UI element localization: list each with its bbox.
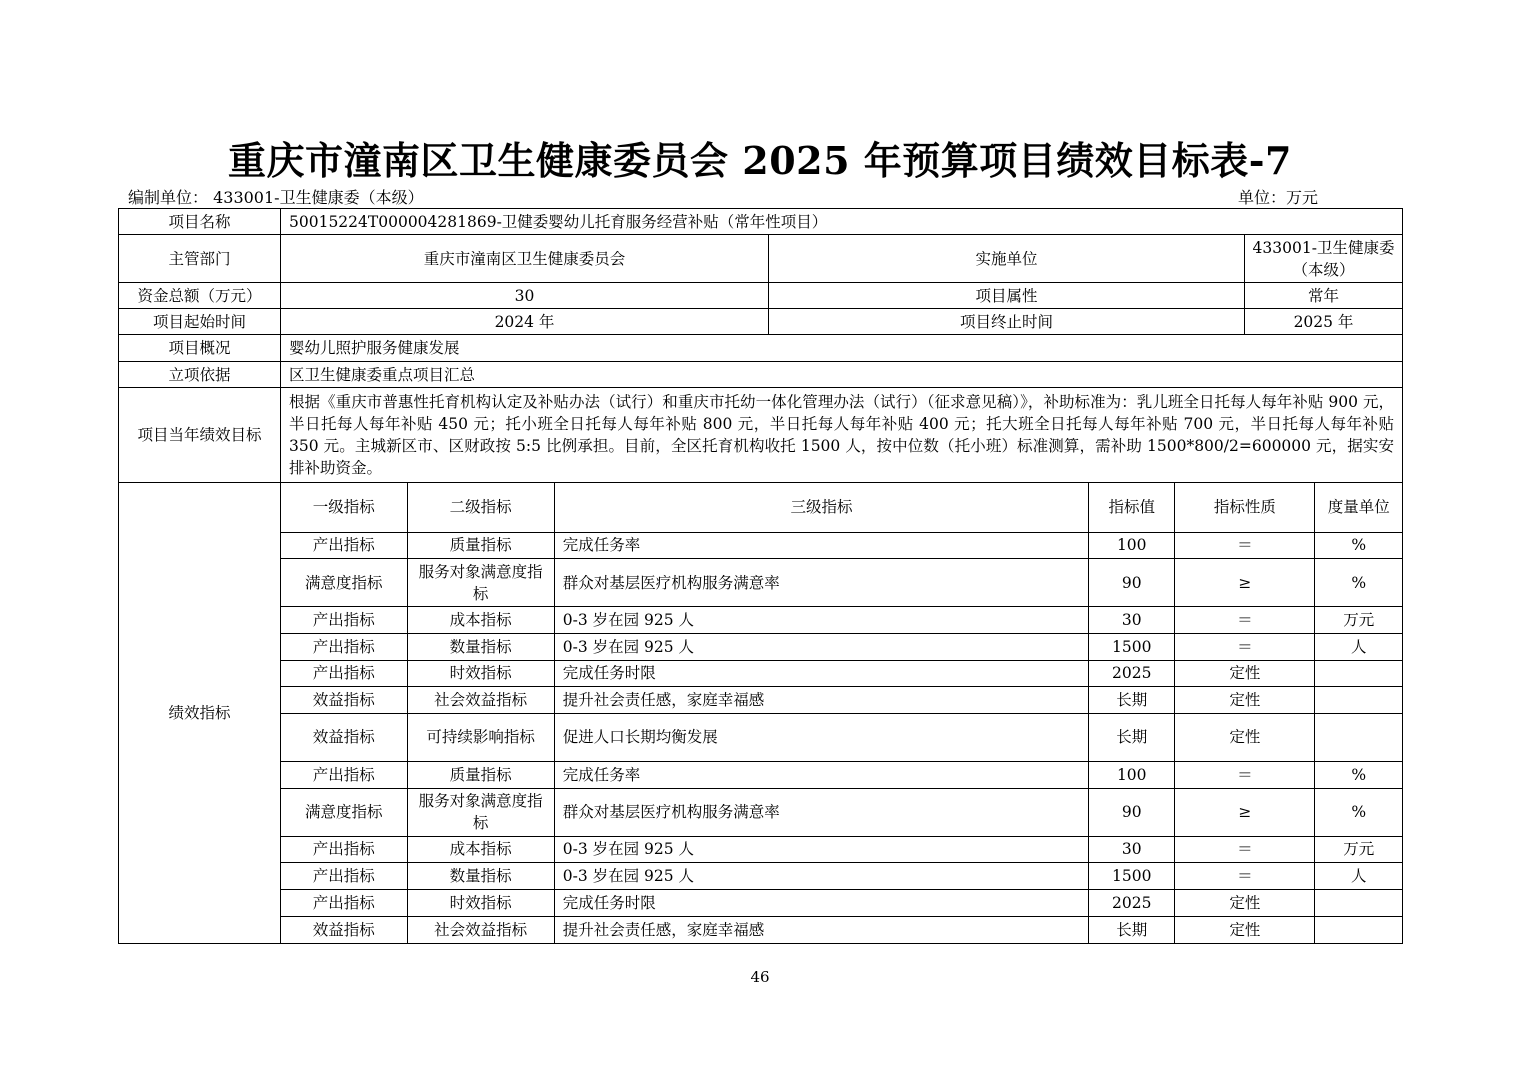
- level3-cell: 促进人口长期均衡发展: [554, 713, 1088, 761]
- nature-cell: ＝: [1175, 633, 1315, 660]
- unit-cell: %: [1315, 532, 1402, 559]
- indicator-row: [281, 713, 1402, 761]
- overview-label: 项目概况: [119, 335, 281, 362]
- value-cell: 长期: [1089, 916, 1175, 943]
- unit-cell: [1315, 713, 1402, 761]
- unit-cell: %: [1315, 559, 1402, 607]
- value-cell: 90: [1089, 788, 1175, 836]
- level2-cell: 服务对象满意度指标: [407, 788, 554, 836]
- level3-cell: 提升社会责任感，家庭幸福感: [554, 687, 1088, 714]
- level1-cell: 满意度指标: [281, 559, 407, 607]
- level2-cell: 时效指标: [407, 890, 554, 917]
- attr-label: 项目属性: [769, 283, 1245, 309]
- level1-cell: 效益指标: [281, 687, 407, 714]
- indicator-header-1: 一级指标: [281, 483, 407, 532]
- value-cell: 90: [1089, 559, 1175, 607]
- indicator-row: [281, 687, 1402, 714]
- unit-label: 单位：万元: [1238, 188, 1319, 207]
- page-number: 46: [750, 968, 770, 986]
- level2-cell: 可持续影响指标: [407, 713, 554, 761]
- level1-cell: 产出指标: [281, 633, 407, 660]
- indicator-row: [281, 559, 1402, 607]
- value-cell: 30: [1089, 607, 1175, 634]
- nature-cell: ≥: [1175, 788, 1315, 836]
- indicator-header-4: 指标值: [1089, 483, 1175, 532]
- level2-cell: 数量指标: [407, 863, 554, 890]
- level3-cell: 群众对基层医疗机构服务满意率: [554, 788, 1088, 836]
- unit-cell: 万元: [1315, 836, 1402, 863]
- prepared-by: 编制单位： 433001-卫生健康委（本级）: [128, 188, 424, 207]
- indicator-row: [281, 761, 1402, 788]
- indicator-row: [281, 863, 1402, 890]
- level3-cell: 0-3 岁在园 925 人: [554, 607, 1088, 634]
- basis-value: 区卫生健康委重点项目汇总: [281, 362, 1403, 388]
- level1-cell: 效益指标: [312, 920, 375, 939]
- unit-cell: %: [1315, 761, 1402, 788]
- indicator-row: [281, 788, 1402, 836]
- goal-label: 项目当年绩效目标: [119, 388, 281, 483]
- unit-cell: 万元: [1315, 607, 1402, 634]
- page-title: 重庆市潼南区卫生健康委员会 2025 年预算项目绩效目标表-7: [228, 138, 1292, 183]
- indicator-row: [281, 633, 1402, 660]
- level2-cell: 时效指标: [407, 660, 554, 687]
- level1-cell: 产出指标: [281, 890, 407, 917]
- nature-cell: 定性: [1175, 660, 1315, 687]
- indicator-header-row: [281, 483, 1402, 532]
- attr-value: 常年: [1245, 283, 1403, 309]
- indicator-header-3: 三级指标: [554, 483, 1088, 532]
- perf-label: 绩效指标: [119, 483, 281, 944]
- unit-cell: 人: [1315, 863, 1402, 890]
- value-cell: 长期: [1089, 713, 1175, 761]
- overview-value: 婴幼儿照护服务健康发展: [281, 335, 1403, 362]
- value-cell: 2025: [1089, 890, 1175, 917]
- nature-cell: ＝: [1175, 607, 1315, 634]
- dept-value: 重庆市潼南区卫生健康委员会: [281, 235, 769, 283]
- indicator-block: [281, 483, 1403, 944]
- value-cell: 30: [1089, 836, 1175, 863]
- level3-cell: 0-3 岁在园 925 人: [554, 633, 1088, 660]
- nature-cell: 定性: [1175, 916, 1315, 943]
- nature-cell: 定性: [1175, 890, 1315, 917]
- level3-cell: 提升社会责任感，家庭幸福感: [554, 916, 1088, 943]
- indicator-row: [281, 836, 1402, 863]
- nature-cell: ＝: [1175, 863, 1315, 890]
- level1-cell: 效益指标: [281, 713, 407, 761]
- performance-table: [118, 208, 1403, 944]
- level1-cell: 产出指标: [281, 660, 407, 687]
- level2-cell: 数量指标: [407, 633, 554, 660]
- end-value: 2025 年: [1245, 309, 1403, 335]
- level2-cell: 社会效益指标: [407, 916, 554, 943]
- level3-cell: 0-3 岁在园 925 人: [554, 836, 1088, 863]
- nature-cell: 定性: [1175, 713, 1315, 761]
- level3-cell: 完成任务率: [554, 532, 1088, 559]
- value-cell: 2025: [1089, 660, 1175, 687]
- nature-cell: ≥: [1175, 559, 1315, 607]
- unit-cell: 人: [1315, 633, 1402, 660]
- level1-cell: 产出指标: [281, 607, 407, 634]
- start-label: 项目起始时间: [119, 309, 281, 335]
- level2-cell: 质量指标: [407, 761, 554, 788]
- level3-cell: 群众对基层医疗机构服务满意率: [554, 559, 1088, 607]
- level2-cell: 服务对象满意度指标: [407, 559, 554, 607]
- unit-cell: [1315, 687, 1402, 714]
- unit-cell: [1315, 916, 1402, 943]
- indicator-row: [281, 532, 1402, 559]
- level1-cell: 产出指标: [281, 761, 407, 788]
- value-cell: 100: [1089, 532, 1175, 559]
- level2-cell: 社会效益指标: [407, 687, 554, 714]
- nature-cell: 定性: [1175, 687, 1315, 714]
- indicator-header-6: 度量单位: [1315, 483, 1402, 532]
- level1-cell: 满意度指标: [281, 788, 407, 836]
- nature-cell: ＝: [1175, 761, 1315, 788]
- unit-cell: [1315, 660, 1402, 687]
- level3-cell: 完成任务率: [554, 761, 1088, 788]
- impl-value: 433001-卫生健康委（本级）: [1245, 235, 1403, 283]
- project-name-label: 项目名称: [119, 209, 281, 235]
- impl-label: 实施单位: [769, 235, 1245, 283]
- value-cell: 100: [1089, 761, 1175, 788]
- value-cell: 长期: [1089, 687, 1175, 714]
- level3-cell: 0-3 岁在园 925 人: [554, 863, 1088, 890]
- fund-value: 30: [281, 283, 769, 309]
- end-label: 项目终止时间: [769, 309, 1245, 335]
- level1-cell: 产出指标: [281, 532, 407, 559]
- indicator-row: [281, 916, 1402, 943]
- start-value: 2024 年: [281, 309, 769, 335]
- indicator-row: [281, 890, 1402, 917]
- nature-cell: ＝: [1175, 836, 1315, 863]
- level3-cell: 完成任务时限: [554, 660, 1088, 687]
- level2-cell: 成本指标: [407, 836, 554, 863]
- value-cell: 1500: [1089, 633, 1175, 660]
- dept-label: 主管部门: [119, 235, 281, 283]
- indicator-header-2: 二级指标: [407, 483, 554, 532]
- goal-value: 根据《重庆市普惠性托育机构认定及补贴办法（试行）和重庆市托幼一体化管理办法（试行）（征求意见稿）》，补助标准为：乳儿班全日托每人每年补贴 900 元，半日托每人每年补贴 450 元；托小班全日托每人每年补贴 800 元，半日托每人每年补贴 400 元；托大班全日托每人每年补贴 700 元，半日托每人每年补贴 350 元。主城新区市、区财政按 5:5 比例承担。目前，全区托育机构收托 1500 人，按中位数（托小班）标准测算，需补助 1500*800/2=600000 元，据实安排补助资金。: [281, 388, 1403, 483]
- value-cell: 1500: [1089, 863, 1175, 890]
- level1-cell: 产出指标: [281, 836, 407, 863]
- unit-cell: [1315, 890, 1402, 917]
- level1-cell: 产出指标: [281, 863, 407, 890]
- indicator-table: [281, 483, 1402, 943]
- level2-cell: 质量指标: [407, 532, 554, 559]
- level3-cell: 完成任务时限: [554, 890, 1088, 917]
- indicator-row: [281, 607, 1402, 634]
- unit-cell: %: [1315, 788, 1402, 836]
- basis-label: 立项依据: [119, 362, 281, 388]
- fund-label: 资金总额（万元）: [119, 283, 281, 309]
- indicator-row: [281, 660, 1402, 687]
- project-name-value: 50015224T000004281869-卫健委婴幼儿托育服务经营补贴（常年性项目）: [281, 209, 1403, 235]
- nature-cell: ＝: [1175, 532, 1315, 559]
- indicator-header-5: 指标性质: [1175, 483, 1315, 532]
- level2-cell: 成本指标: [407, 607, 554, 634]
